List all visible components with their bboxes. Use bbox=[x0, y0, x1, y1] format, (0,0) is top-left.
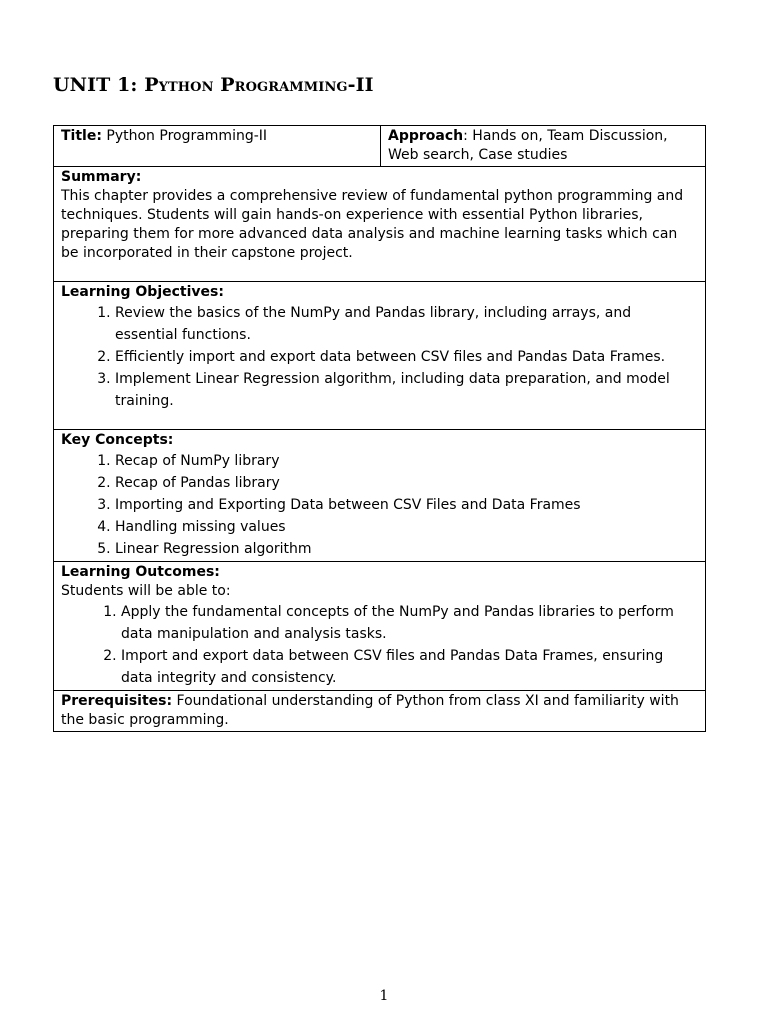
unit-name: Python Programming-II bbox=[144, 74, 374, 96]
outcomes-label: Learning Outcomes: bbox=[61, 564, 220, 580]
title-row bbox=[54, 126, 706, 167]
objectives-row bbox=[54, 282, 706, 430]
list-item: 4. Handling missing values bbox=[115, 516, 698, 538]
list-item: 2. Efficiently import and export data between CSV files and Pandas Data Frames. bbox=[115, 346, 698, 368]
unit-heading bbox=[53, 74, 374, 96]
list-item: 3. Importing and Exporting Data between CSV Files and Data Frames bbox=[115, 494, 698, 516]
outcomes-cell bbox=[54, 562, 706, 691]
outcomes-intro: Students will be able to: bbox=[61, 583, 231, 599]
list-item: 1. Apply the fundamental concepts of the NumPy and Pandas libraries to perform data manipulation and analysis tasks. bbox=[121, 601, 698, 645]
summary-text: This chapter provides a comprehensive review of fundamental python programming and techniques. Students will gain hands-on experience with essential Python libraries, preparing them for more advanced data analysis and machine learning tasks which can be incorporated in their capstone project. bbox=[61, 188, 684, 261]
summary-row bbox=[54, 167, 706, 282]
unit-prefix: UNIT 1: bbox=[53, 74, 145, 96]
list-item: 2. Import and export data between CSV files and Pandas Data Frames, ensuring data integrity and consistency. bbox=[121, 645, 698, 689]
page-number: 1 bbox=[379, 988, 389, 1004]
concepts-row bbox=[54, 430, 706, 562]
prereq-text: Foundational understanding of Python from class XI and familiarity with the basic programming. bbox=[61, 693, 679, 728]
prereq-cell bbox=[54, 691, 706, 732]
title-value: Python Programming-II bbox=[101, 128, 268, 144]
summary-label: Summary: bbox=[61, 169, 142, 185]
prereq-label: Prerequisites: bbox=[61, 693, 173, 709]
outcomes-row bbox=[54, 562, 706, 691]
approach-label: Approach bbox=[388, 128, 464, 144]
objectives-list bbox=[61, 302, 698, 412]
summary-cell bbox=[54, 167, 706, 282]
title-label: Title: bbox=[61, 128, 102, 144]
prereq-row bbox=[54, 691, 706, 732]
list-item: 1. Recap of NumPy library bbox=[115, 450, 698, 472]
objectives-label: Learning Objectives: bbox=[61, 284, 224, 300]
list-item: 2. Recap of Pandas library bbox=[115, 472, 698, 494]
concepts-list bbox=[61, 450, 698, 560]
approach-cell bbox=[381, 126, 706, 167]
title-cell bbox=[54, 126, 381, 167]
list-item: 5. Linear Regression algorithm bbox=[115, 538, 698, 560]
chapter-overview-table bbox=[53, 125, 706, 732]
concepts-cell bbox=[54, 430, 706, 562]
objectives-cell bbox=[54, 282, 706, 430]
approach-value: : Hands on, Team Discussion, Web search, Case studies bbox=[388, 128, 668, 163]
list-item: 1. Review the basics of the NumPy and Pandas library, including arrays, and essential functions. bbox=[115, 302, 698, 346]
outcomes-list bbox=[61, 601, 698, 689]
list-item: 3. Implement Linear Regression algorithm, including data preparation, and model training. bbox=[115, 368, 698, 412]
concepts-label: Key Concepts: bbox=[61, 432, 174, 448]
